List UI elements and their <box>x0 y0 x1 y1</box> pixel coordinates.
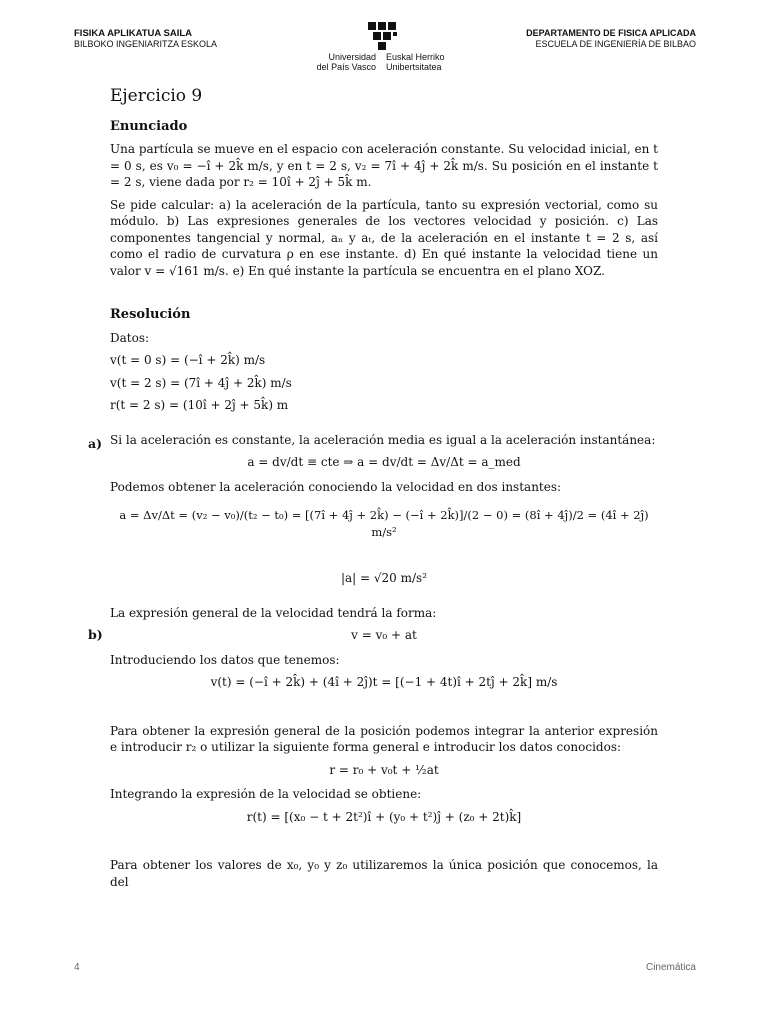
part-a-text-2: Podemos obtener la aceleración conociendo la velocidad en dos instantes: <box>110 479 562 494</box>
datos-label: Datos: <box>110 330 150 345</box>
part-b-equation-4: r(t) = [(x₀ − t + 2t²)î + (y₀ + t²)ĵ + (z₀ + 2t)k̂] <box>246 809 522 824</box>
dato-v0: v(t = 0 s) = (−î + 2k̂) m/s <box>110 353 266 367</box>
part-a-text-1: Si la aceleración es constante, la aceleración media es igual a la aceleración instantánea: <box>110 432 656 447</box>
logo-text-basque: Euskal Herriko Unibertsitatea <box>386 52 445 72</box>
university-logo <box>316 16 450 76</box>
header-right <box>526 28 696 50</box>
part-b-equation-2: v(t) = (−î + 2k̂) + (4î + 2ĵ)t = [(−1 + 4t)î + 2tĵ + 2k̂] m/s <box>210 675 558 689</box>
header-right-line2: ESCUELA DE INGENIERÍA DE BILBAO <box>535 39 696 49</box>
part-b-text-3: Para obtener la expresión general de la posición podemos integrar la anterior expresión e introducir r₂ o utilizar la siguiente forma general e introducir los datos conocidos: <box>110 723 658 754</box>
header-left-line1: FISIKA APLIKATUA SAILA <box>74 28 193 39</box>
document-body <box>110 86 658 896</box>
ehu-logo-icon <box>362 18 402 50</box>
enunciado-heading: Enunciado <box>110 118 188 134</box>
exercise-title: Ejercicio 9 <box>110 86 203 106</box>
part-a-equation-2: a = Δv/Δt = (v₂ − v₀)/(t₂ − t₀) = [(7î + 4ĵ + 2k̂) − (−î + 2k̂)]/(2 − 0) = (8î + 4ĵ)/2 = (4î + 2ĵ) m/s² <box>119 508 649 539</box>
dato-v2: v(t = 2 s) = (7î + 4ĵ + 2k̂) m/s <box>110 375 292 390</box>
part-b-text-1: La expresión general de la velocidad tendrá la forma: <box>110 605 437 620</box>
logo-text-spanish: Universidad del País Vasco <box>316 52 376 72</box>
resolucion-heading: Resolución <box>110 307 191 322</box>
part-b-equation-3: r = r₀ + v₀t + ½at <box>329 762 439 777</box>
part-a-equation-1: a = dv/dt ≡ cte ⇒ a = dv/dt = Δv/Δt = a_med <box>247 455 521 469</box>
dato-r2: r(t = 2 s) = (10î + 2ĵ + 5k̂) m <box>110 398 289 412</box>
enunciado-paragraph-2: Se pide calcular: a) la aceleración de la partícula, tanto su expresión vectorial, como su módulo. b) Las expresiones generales de los vectores velocidad y posición. c) Las componentes tangencial y normal, aₙ y aₜ, de la aceleración en el instante t = 2 s, así como el radio de curvatura ρ en ese instante. d) En qué instante la velocidad tiene un valor v = √161 m/s. e) En qué instante la partícula se encuentra en el plano XOZ. <box>110 197 658 278</box>
enunciado-paragraph-1: Una partícula se mueve en el espacio con aceleración constante. Su velocidad inicial, en t = 0 s, es v₀ = −î + 2k̂ m/s, y en t = 2 s, v₂ = 7î + 4ĵ + 2k̂ m/s. Su posición en el instante t = 2 s, viene dada por r₂ = 10î + 2ĵ + 5k̂ m. <box>110 142 658 189</box>
part-a-equation-3: |a| = √20 m/s² <box>340 571 428 585</box>
footer-section: Cinemática <box>645 962 696 973</box>
header-right-line1: DEPARTAMENTO DE FISICA APLICADA <box>526 28 696 38</box>
part-b-text-5: Para obtener los valores de x₀, y₀ y z₀ utilizaremos la única posición que conocemos, la del <box>110 858 658 889</box>
header-left-line2: BILBOKO INGENIARITZA ESKOLA <box>74 39 218 49</box>
part-a-label: a) <box>88 436 103 451</box>
header-left <box>74 28 217 50</box>
part-b-equation-1: v = v₀ + at <box>351 628 417 642</box>
page-number: 4 <box>74 962 80 973</box>
part-b-label: b) <box>88 627 103 642</box>
part-b-text-4: Integrando la expresión de la velocidad se obtiene: <box>110 787 422 801</box>
part-b-text-2: Introduciendo los datos que tenemos: <box>110 652 340 667</box>
